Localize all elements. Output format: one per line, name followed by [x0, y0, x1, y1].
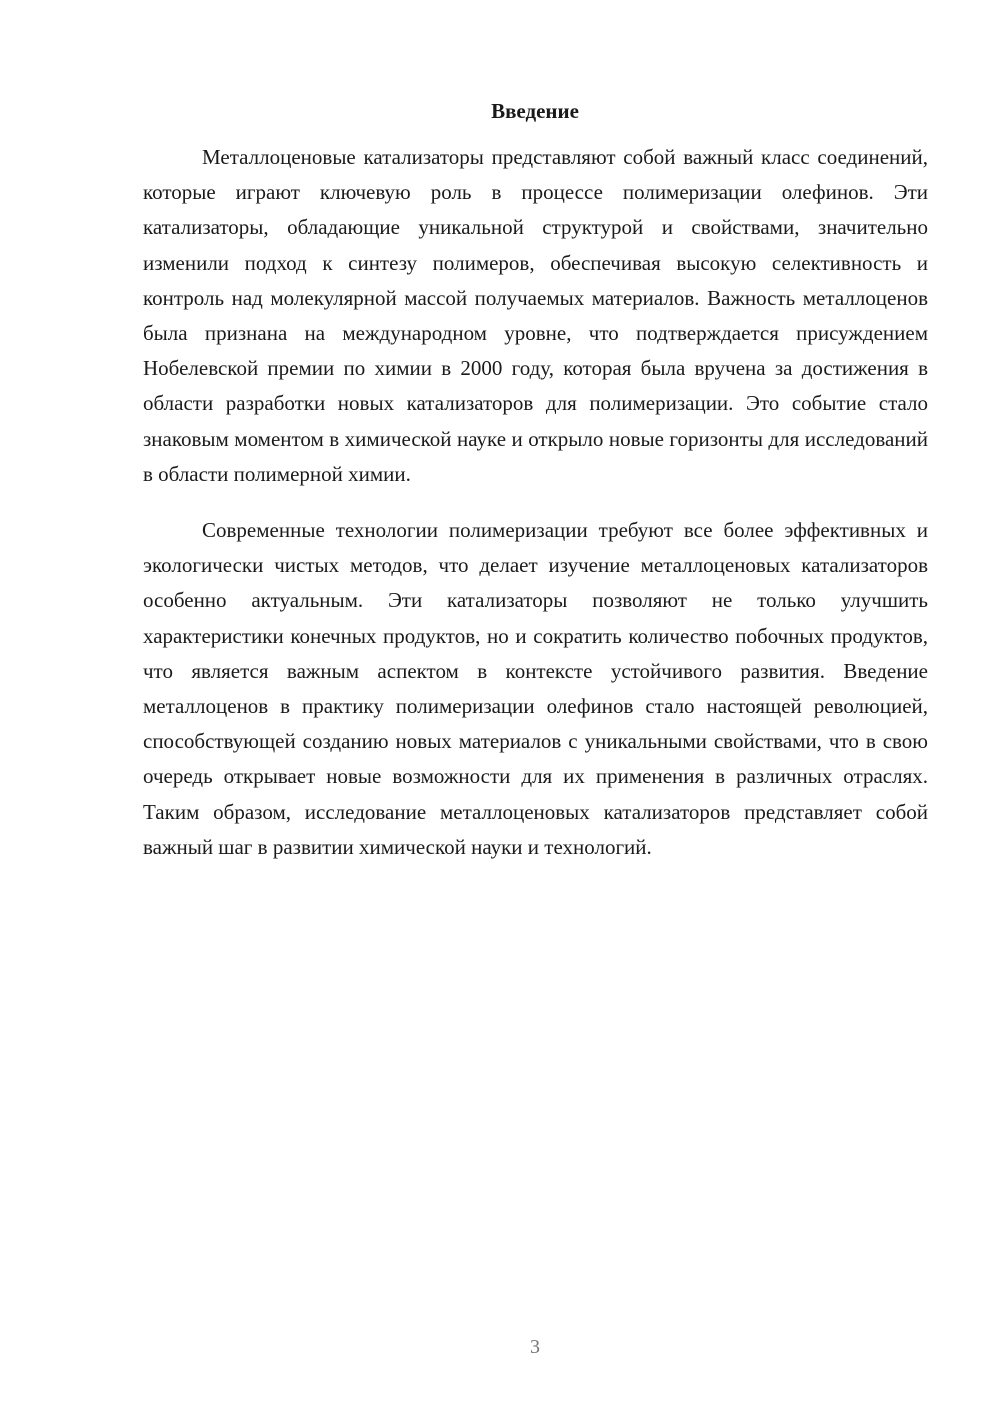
- paragraph-2: Современные технологии полимеризации требуют все более эффективных и экологически чистых методов, что делает изучение металлоценовых катализаторов особенно актуальным. Эти катализаторы позволяют не только улучшить характеристики конечных продуктов, но и сократить количество побочных продуктов, что является важным аспектом в контексте устойчивого развития. Введение металлоценов в практику полимеризации олефинов стало настоящей революцией, способствующей созданию новых материалов с уникальными свойствами, что в свою очередь открывает новые возможности для их применения в различных отраслях. Таким образом, исследование металлоценовых катализаторов представляет собой важный шаг в развитии химической науки и технологий.: [143, 518, 928, 859]
- paragraph-1: Металлоценовые катализаторы представляют собой важный класс соединений, которые играют ключевую роль в процессе полимеризации олефинов. Эти катализаторы, обладающие уникальной структурой и свойствами, значительно изменили подход к синтезу полимеров, обеспечивая высокую селективность и контроль над молекулярной массой получаемых материалов. Важность металлоценов была признана на международном уровне, что подтверждается присуждением Нобелевской премии по химии в 2000 году, которая была вручена за достижения в области разработки новых катализаторов для полимеризации. Это событие стало знаковым моментом в химической науке и открыло новые горизонты для исследований в области полимерной химии.: [143, 145, 928, 486]
- section-title: Введение: [491, 99, 579, 123]
- page-number: 3: [530, 1336, 540, 1358]
- body-text: [143, 140, 928, 865]
